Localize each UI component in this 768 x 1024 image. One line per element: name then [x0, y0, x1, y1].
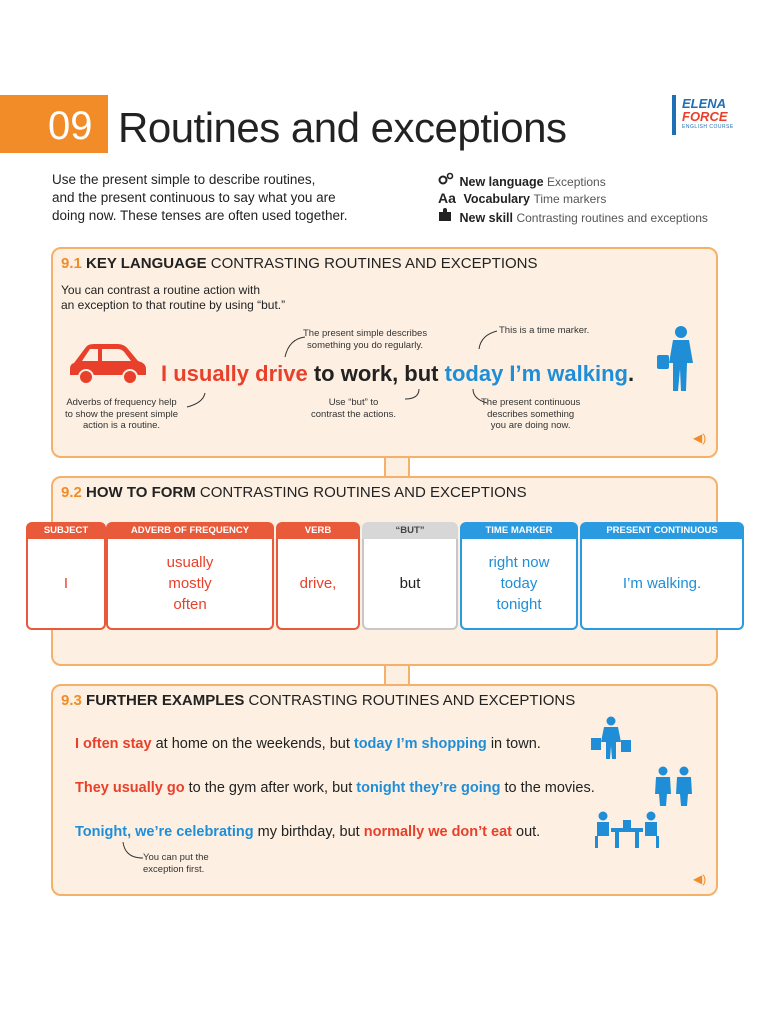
column-but: “BUT” but [362, 522, 458, 630]
note-present-simple: The present simple describes something you do regularly. [303, 328, 428, 351]
note-time-marker: This is a time marker. [499, 325, 590, 336]
section-intro: You can contrast a routine action with an exception to that routine by using “but.” [61, 283, 286, 312]
section-title: 9.1 KEY LANGUAGE CONTRASTING ROUTINES AND EXCEPTIONS [61, 255, 538, 272]
column-present-continuous: PRESENT CONTINUOUS I’m walking. [580, 522, 744, 630]
panel-connector [384, 664, 410, 686]
gym-icon [651, 766, 697, 808]
section-title: 9.3 FURTHER EXAMPLES CONTRASTING ROUTINES AND EXCEPTIONS [61, 692, 576, 709]
note-but: Use “but” to contrast the actions. [311, 397, 397, 420]
note-exception-first: You can put the exception first. [143, 852, 209, 875]
meta-new-skill: New skill Contrasting routines and exceptions [438, 208, 708, 225]
key-sentence: I usually drive to work, but today I’m walking. [161, 361, 635, 386]
further-examples-panel [51, 684, 718, 896]
section-title: 9.2 HOW TO FORM CONTRASTING ROUTINES AND EXCEPTIONS [61, 484, 527, 501]
gears-icon [438, 172, 456, 189]
intro-text: Use the present simple to describe routines, and the present continuous to say what you are doing now. These tenses are often used together. [52, 172, 348, 223]
meta-new-language: New language Exceptions [438, 172, 606, 189]
column-verb: VERB drive, [276, 522, 360, 630]
audio-speaker-icon[interactable]: ◀) [693, 431, 707, 445]
meta-vocabulary: Aa Vocabulary Time markers [438, 190, 607, 206]
chapter-number: 09 [48, 104, 93, 148]
page-title: Routines and exceptions [118, 104, 567, 151]
key-language-panel [51, 247, 718, 458]
example-sentence-2: They usually go to the gym after work, but tonight they’re going to the movies. [75, 780, 595, 796]
column-adverb-of-frequency: ADVERB OF FREQUENCY usually mostly often [106, 522, 274, 630]
example-sentence-3: Tonight, we’re celebrating my birthday, but normally we don’t eat out. [75, 824, 541, 840]
note-present-continuous: The present continuous describes something you are doing now. [481, 397, 581, 431]
example-sentence-1: I often stay at home on the weekends, but today I’m shopping in town. [75, 736, 541, 752]
annotation-arrows [53, 249, 720, 460]
shopping-icon [589, 716, 633, 760]
column-time-marker: TIME MARKER right now today tonight [460, 522, 578, 630]
note-adverbs: Adverbs of frequency help to show the present simple action is a routine. [65, 397, 179, 431]
annotation-arrow [113, 838, 149, 864]
column-subject: SUBJECT I [26, 522, 106, 630]
dinner-icon [593, 810, 663, 850]
audio-speaker-icon[interactable]: ◀) [693, 872, 707, 886]
aa-icon: Aa [438, 190, 456, 206]
puzzle-icon [438, 208, 456, 225]
elena-force-logo: ELENA FORCE ENGLISH COURSE [672, 95, 734, 137]
